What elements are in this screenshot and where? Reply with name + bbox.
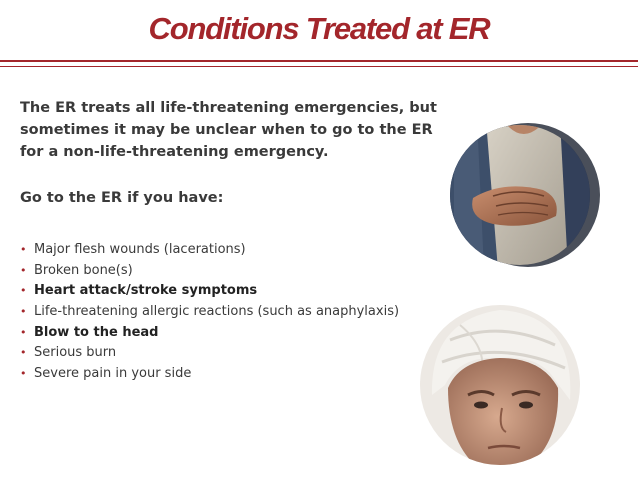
list-item-text: Major flesh wounds (lacerations) [34,242,246,257]
list-item [20,281,399,302]
bullet-icon: • [20,367,27,381]
list-item-text: Blow to the head [34,324,159,340]
bullet-icon: • [20,284,27,298]
bullet-icon: • [20,263,27,277]
list-item [20,240,399,261]
list-item [20,343,399,364]
goto-heading: Go to the ER if you have: [20,190,224,206]
title-divider-thick [0,60,638,62]
conditions-list [20,240,399,385]
bullet-icon: • [20,325,27,339]
list-item-text: Serious burn [34,345,117,361]
list-item-text: Life-threatening allergic reactions (such as anaphylaxis) [34,304,400,320]
slide-title: Conditions Treated at ER [148,11,490,46]
list-item [20,261,399,282]
intro-paragraph: The ER treats all life-threatening emergencies, but sometimes it may be unclear when to go to the ER for a non-life-threatening emergency. [20,100,437,160]
head-bandage-photo [420,300,588,470]
list-item [20,302,399,323]
title-divider-thin [0,66,638,67]
bullet-icon: • [20,346,27,360]
list-item [20,364,399,385]
list-item-text: Heart attack/stroke symptoms [34,283,258,299]
list-item-text: Broken bone(s) [34,262,133,278]
list-item-text: Severe pain in your side [34,366,192,382]
bullet-icon: • [20,243,27,256]
bullet-icon: • [20,305,27,319]
list-item [20,323,399,344]
chest-pain-photo [448,120,608,270]
